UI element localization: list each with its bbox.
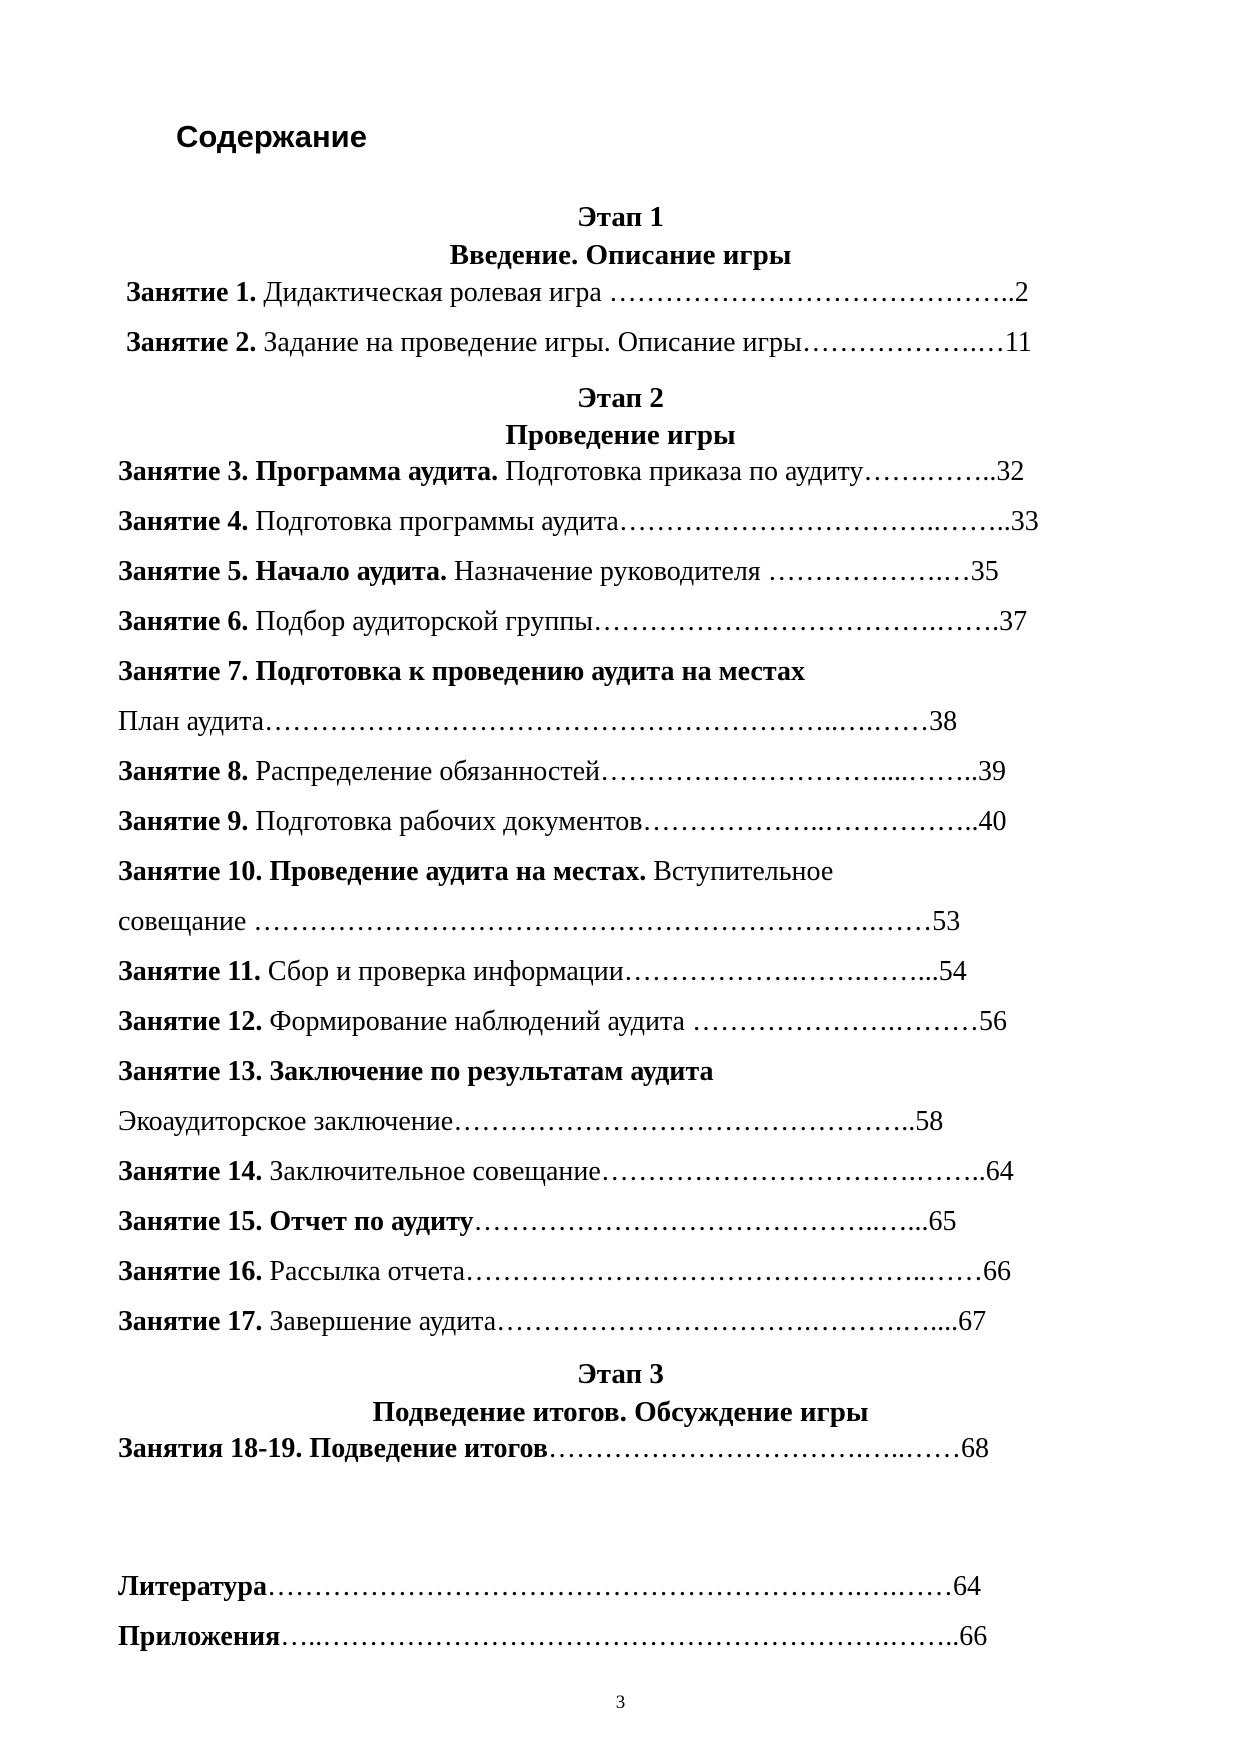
toc-entry-bold: Занятие 14. (118, 1156, 263, 1187)
toc-entry-text: Распределение обязанностей…………………………....……..39 (248, 756, 1006, 787)
toc-entry-9[interactable] (118, 805, 1006, 839)
toc-entry-bold: Занятие 16. (118, 1256, 263, 1287)
stage-2-label: Этап 2 (577, 382, 664, 414)
toc-entry-bold: Литература (118, 1571, 267, 1602)
toc-entry-bold: Занятие 17. (118, 1306, 263, 1337)
toc-entry-text: …………………………….…..……68 (547, 1433, 989, 1464)
toc-entry-text: Рассылка отчета…………………………………………..……66 (262, 1256, 1012, 1287)
toc-entry-bold: Занятие 10. Проведение аудита на местах. (118, 856, 647, 887)
toc-entry-bold: Занятие 12. (118, 1006, 263, 1037)
toc-entry-2[interactable] (126, 326, 1032, 360)
toc-entry-text: Экоаудиторское заключение…………………………………………..58 (118, 1106, 944, 1137)
toc-entry-18-19[interactable] (118, 1432, 989, 1466)
toc-entry-bold: Занятие 13. Заключение по результатам аудита (118, 1056, 714, 1087)
toc-entry-11[interactable] (118, 955, 967, 989)
toc-entry-7-cont[interactable] (118, 705, 957, 739)
toc-entry-text: Формирование наблюдений аудита ………………….………56 (262, 1006, 1007, 1037)
stage-3-label: Этап 3 (577, 1358, 664, 1390)
toc-entry-text: Сбор и проверка информации……………….…….……...54 (260, 956, 967, 987)
toc-entry-13-cont[interactable] (118, 1105, 943, 1139)
toc-entry-text: Подбор аудиторской группы……………………………….…….37 (248, 606, 1028, 637)
toc-entry-5[interactable] (118, 555, 999, 589)
toc-entry-literature[interactable] (118, 1570, 981, 1604)
toc-entry-text: Завершение аудита…………………………….……….…....67 (262, 1306, 987, 1337)
toc-entry-14[interactable] (118, 1155, 1014, 1189)
toc-entry-bold: Занятие 11. (118, 956, 261, 987)
stage-1-label: Этап 1 (577, 201, 664, 233)
toc-entry-text: Назначение руководителя ……………….…35 (447, 556, 999, 587)
toc-entry-15[interactable] (118, 1205, 957, 1239)
toc-entry-bold: Занятие 7. Подготовка к проведению аудита на местах (118, 656, 805, 687)
toc-entry-text: Дидактическая ролевая игра ……………………………………..2 (256, 277, 1029, 308)
toc-entry-bold: Занятие 5. Начало аудита. (118, 556, 447, 587)
toc-entry-bold: Занятие 4. (118, 506, 249, 537)
toc-entry-6[interactable] (118, 605, 1027, 639)
toc-entry-bold: Занятие 6. (118, 606, 249, 637)
toc-entry-text: Подготовка рабочих документов………………..……………..40 (248, 806, 1007, 837)
toc-entry-17[interactable] (118, 1305, 986, 1339)
toc-entry-1[interactable] (126, 276, 1029, 310)
toc-entry-text: ……………………………………..…...65 (473, 1206, 957, 1237)
toc-entry-bold: Занятие 8. (118, 756, 249, 787)
toc-entry-13[interactable] (118, 1055, 714, 1089)
toc-entry-bold: Приложения (118, 1621, 281, 1652)
toc-entry-10[interactable] (118, 855, 833, 889)
toc-entry-8[interactable] (118, 755, 1006, 789)
toc-entry-bold: Занятие 2. (126, 327, 257, 358)
toc-entry-bold: Занятия 18-19. Подведение итогов (118, 1433, 548, 1464)
toc-entry-bold: Занятие 9. (118, 806, 249, 837)
toc-entry-4[interactable] (118, 505, 1039, 539)
toc-entry-7[interactable] (118, 655, 805, 689)
toc-entry-text: ……………………………………………………….….……64 (266, 1571, 981, 1602)
stage-3-title: Подведение итогов. Обсуждение игры (372, 1396, 869, 1428)
toc-entry-16[interactable] (118, 1255, 1011, 1289)
toc-entry-text: Заключительное совещание…………………………….……..64 (262, 1156, 1014, 1187)
toc-entry-10-cont[interactable] (118, 905, 960, 939)
toc-entry-3[interactable] (118, 455, 1024, 489)
toc-entry-bold: Занятие 1. (126, 277, 257, 308)
toc-entry-text: План аудита……………………………………………………..….……38 (118, 706, 958, 737)
stage-1-title: Введение. Описание игры (449, 239, 792, 271)
toc-entry-appendices[interactable] (118, 1620, 987, 1654)
toc-entry-bold: Занятие 15. Отчет по аудиту (118, 1206, 474, 1237)
stage-2-title: Проведение игры (505, 419, 736, 451)
toc-entry-text: …..…………………………………………………….……..66 (280, 1621, 988, 1652)
toc-entry-text: совещание ………………………………………………………….……53 (118, 906, 961, 937)
toc-entry-bold: Занятие 3. Программа аудита. (118, 456, 499, 487)
page-title: Содержание (176, 119, 367, 154)
toc-entry-text: Подготовка программы аудита……………………………..……..33 (248, 506, 1039, 537)
toc-entry-text: Подготовка приказа по аудиту…….……..32 (498, 456, 1025, 487)
toc-entry-text: Вступительное (646, 856, 834, 887)
toc-entry-12[interactable] (118, 1005, 1007, 1039)
page-number: 3 (615, 1692, 626, 1713)
toc-entry-text: Задание на проведение игры. Описание игры……………….…11 (256, 327, 1032, 358)
